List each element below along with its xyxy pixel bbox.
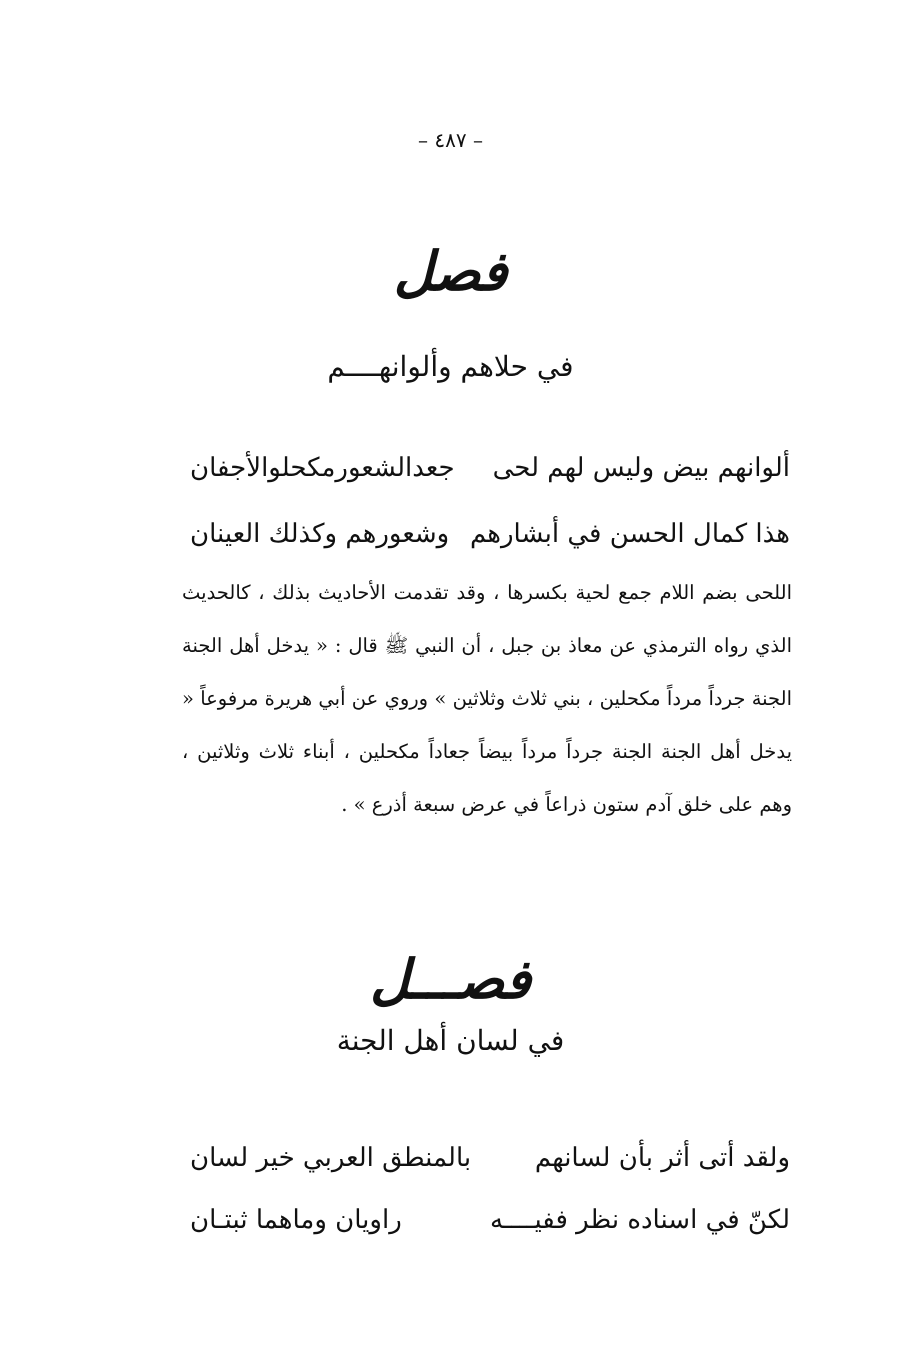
commentary-text (182, 566, 792, 831)
verse-second-hemistich: راويان وماهما ثبتـان (190, 1205, 402, 1235)
verse-line (190, 1136, 790, 1180)
verse-line (190, 446, 790, 490)
verse-first-hemistich: لكنّ في اسناده نظر ففيــــه (490, 1205, 790, 1235)
verse-line (190, 512, 790, 556)
commentary-paragraph: اللحى بضم اللام جمع لحية بكسرها ، وقد تقدمت الأحاديث بذلك ، كالحديث الذي رواه الترمذي عن معاذ بن جبل ، أن النبي ﷺ قال : « يدخل أهل الجنة الجنة جرداً مرداً مكحلين ، بني ثلاث وثلاثين » وروي عن أبي هريرة مرفوعاً « يدخل أهل الجنة الجنة جرداً مرداً بيضاً جعاداً مكحلين ، أبناء ثلاث وثلاثين ، وهم على خلق آدم ستون ذراعاً في عرض سبعة أذرع » . (182, 581, 792, 816)
verse-first-hemistich: هذا كمال الحسن في أبشارهم (469, 519, 790, 549)
verse-line (190, 1198, 790, 1242)
verse-first-hemistich: ألوانهم بيض وليس لهم لحى (492, 453, 790, 483)
section-subheading: في حلاهم وألوانهــــم (327, 350, 574, 383)
section-heading: فصـــل (370, 947, 531, 1011)
section-subheading: في لسان أهل الجنة (336, 1024, 565, 1057)
page-number: – ٤٨٧ – (418, 128, 483, 152)
verse-second-hemistich: جعدالشعورمكحلوالأجفان (190, 453, 455, 483)
verse-second-hemistich: وشعورهم وكذلك العينان (190, 519, 450, 549)
section-heading: فصل (393, 239, 508, 303)
verse-second-hemistich: بالمنطق العربي خير لسان (190, 1143, 472, 1173)
verse-first-hemistich: ولقد أتى أثر بأن لسانهم (534, 1143, 790, 1173)
